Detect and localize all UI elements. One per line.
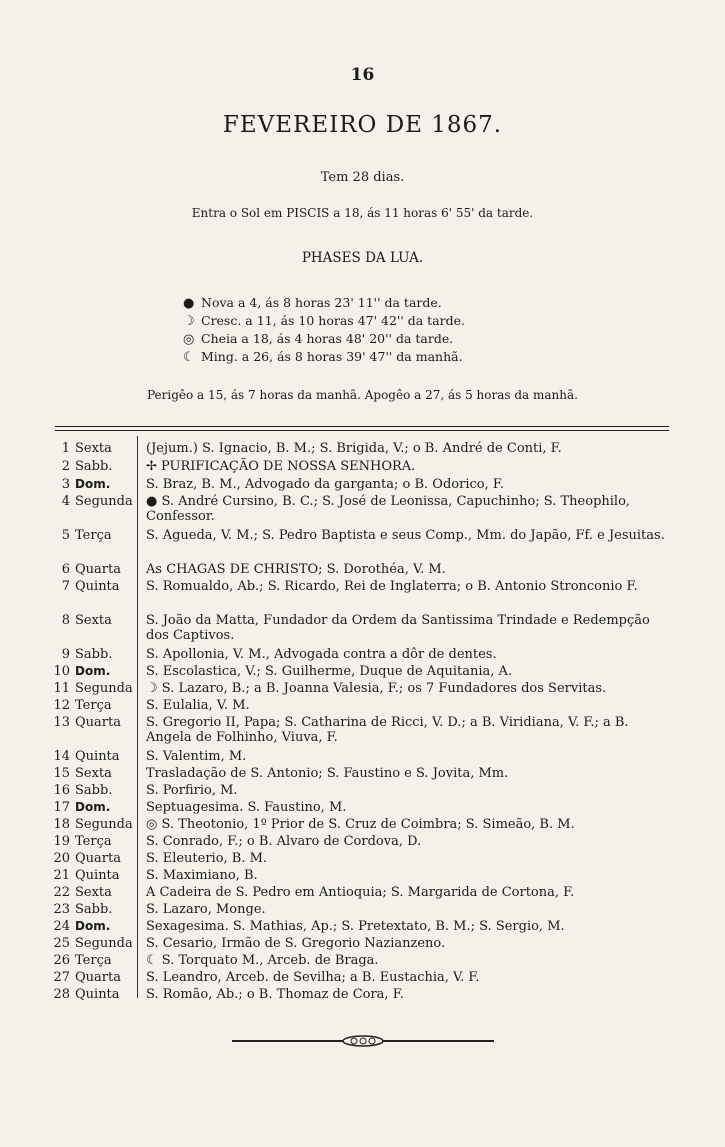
weekday: Quarta	[75, 715, 121, 730]
weekday: Quarta	[75, 562, 121, 577]
weekday: Dom.	[75, 800, 111, 814]
last-quarter-icon: ☾	[183, 350, 195, 365]
page-number: 16	[350, 65, 375, 85]
saints-entry: S. Conrado, F.; o B. Alvaro de Cordova, D.	[146, 834, 422, 849]
day-number: 1	[61, 441, 70, 456]
day-number: 5	[61, 528, 70, 543]
saints-entry: S. Eulalia, V. M.	[146, 698, 250, 713]
phases-heading: PHASES DA LUA.	[301, 250, 424, 266]
day-number: 7	[61, 579, 70, 594]
first-quarter-icon: ☽	[183, 314, 195, 329]
weekday: Sexta	[75, 766, 112, 781]
weekday: Sexta	[75, 441, 112, 456]
days-count: Tem 28 dias.	[320, 170, 405, 185]
saints-entry: ☾ S. Torquato M., Arceb. de Braga.	[146, 953, 379, 968]
weekday: Segunda	[75, 681, 133, 696]
saints-entry: ☽ S. Lazaro, B.; a B. Joanna Valesia, F.; os 7 Fundadores dos Servitas.	[146, 681, 607, 696]
day-number: 21	[53, 868, 70, 883]
saints-entry: S. Porfirio, M.	[146, 783, 238, 798]
saints-entry: ✢ PURIFICAÇÃO DE NOSSA SENHORA.	[146, 459, 416, 474]
weekday: Sabb.	[75, 459, 113, 474]
day-number: 10	[53, 664, 70, 679]
weekday: Segunda	[75, 494, 133, 509]
saints-entry: S. João da Matta, Fundador da Ordem da Santissima Trindade e Redempção dos Captivos.	[146, 613, 650, 643]
page-title: FEVEREIRO DE 1867.	[222, 112, 503, 138]
day-number: 17	[53, 800, 70, 815]
day-number: 9	[61, 647, 70, 662]
day-number: 3	[61, 477, 70, 492]
weekday: Sabb.	[75, 902, 113, 917]
phase-last-quarter: ☾ Ming. a 26, ás 8 horas 39' 47'' da manhã.	[183, 349, 463, 365]
table-row	[48, 528, 673, 560]
table-row	[48, 613, 673, 645]
weekday: Sabb.	[75, 647, 113, 662]
ornament-divider	[232, 1034, 494, 1048]
weekday: Dom.	[75, 477, 111, 491]
day-number: 16	[53, 783, 70, 798]
saints-entry: ◎ S. Theotonio, 1º Prior de S. Cruz de Coimbra; S. Simeão, B. M.	[146, 817, 575, 832]
table-row	[48, 494, 673, 526]
day-number: 25	[53, 936, 70, 951]
new-moon-icon: ●	[183, 296, 195, 311]
saints-entry: S. Valentim, M.	[146, 749, 247, 764]
weekday: Quinta	[75, 868, 120, 883]
perigee-apogee: Perigêo a 15, ás 7 horas da manhã. Apogêo a 27, ás 5 horas da manhã.	[147, 388, 578, 402]
phase-new: ● Nova a 4, ás 8 horas 23' 11'' da tarde.	[183, 295, 442, 311]
weekday: Sexta	[75, 613, 112, 628]
day-number: 22	[53, 885, 70, 900]
day-number: 15	[53, 766, 70, 781]
saints-entry: S. Eleuterio, B. M.	[146, 851, 268, 866]
saints-entry: S. Lazaro, Monge.	[146, 902, 266, 917]
weekday: Dom.	[75, 664, 111, 678]
weekday: Quinta	[75, 749, 120, 764]
saints-entry: Sexagesima. S. Mathias, Ap.; S. Pretextato, B. M.; S. Sergio, M.	[146, 919, 565, 934]
day-number: 20	[53, 851, 70, 866]
day-number: 26	[53, 953, 70, 968]
saints-entry: Trasladação de S. Antonio; S. Faustino e S. Jovita, Mm.	[146, 766, 509, 781]
weekday: Quinta	[75, 579, 120, 594]
saints-entry: S. Leandro, Arceb. de Sevilha; a B. Eustachia, V. F.	[146, 970, 480, 985]
day-number: 6	[61, 562, 70, 577]
saints-entry: Septuagesima. S. Faustino, M.	[146, 800, 347, 815]
weekday: Sabb.	[75, 783, 113, 798]
weekday: Terça	[75, 698, 112, 713]
weekday: Terça	[75, 953, 112, 968]
day-number: 12	[53, 698, 70, 713]
divider-top-2	[55, 430, 669, 431]
divider-top	[55, 426, 669, 427]
saints-entry: S. Apollonia, V. M., Advogada contra a dôr de dentes.	[146, 647, 497, 662]
day-number: 24	[53, 919, 70, 934]
weekday: Terça	[75, 528, 112, 543]
saints-entry: S. Gregorio II, Papa; S. Catharina de Ricci, V. D.; a B. Viridiana, V. F.; a B. Angela de Folhinho, Viuva, F.	[146, 715, 629, 745]
sun-entry: Entra o Sol em PISCIS a 18, ás 11 horas 6' 55' da tarde.	[191, 206, 534, 220]
saints-entry: As CHAGAS DE CHRISTO; S. Dorothéa, V. M.	[146, 562, 446, 577]
saints-entry: S. Escolastica, V.; S. Guilherme, Duque de Aquitania, A.	[146, 664, 513, 679]
day-number: 2	[61, 459, 70, 474]
day-number: 18	[53, 817, 70, 832]
saints-entry: (Jejum.) S. Ignacio, B. M.; S. Brigida, V.; o B. André de Conti, F.	[146, 441, 562, 456]
day-number: 19	[53, 834, 70, 849]
saints-entry: S. Agueda, V. M.; S. Pedro Baptista e seus Comp., Mm. do Japão, Ff. e Jesuitas.	[146, 528, 665, 543]
saints-entry: S. Cesario, Irmão de S. Gregorio Nazianzeno.	[146, 936, 446, 951]
saints-entry: ● S. André Cursino, B. C.; S. José de Leonissa, Capuchinho; S. Theophilo, Confessor.	[146, 494, 631, 524]
day-number: 4	[61, 494, 70, 509]
full-moon-icon: ◎	[183, 332, 195, 347]
saints-entry: S. Braz, B. M., Advogado da garganta; o B. Odorico, F.	[146, 477, 504, 492]
weekday: Quarta	[75, 970, 121, 985]
day-number: 27	[53, 970, 70, 985]
weekday: Dom.	[75, 919, 111, 933]
weekday: Segunda	[75, 817, 133, 832]
phase-full: ◎ Cheia a 18, ás 4 horas 48' 20'' da tarde.	[183, 331, 454, 347]
day-number: 28	[53, 987, 70, 1002]
day-number: 14	[53, 749, 70, 764]
saints-entry: S. Romão, Ab.; o B. Thomaz de Cora, F.	[146, 987, 404, 1002]
table-row	[48, 579, 673, 611]
weekday: Quarta	[75, 851, 121, 866]
saints-entry: S. Romualdo, Ab.; S. Ricardo, Rei de Inglaterra; o B. Antonio Stronconio F.	[146, 579, 638, 594]
weekday: Quinta	[75, 987, 120, 1002]
day-number: 23	[53, 902, 70, 917]
phase-first-quarter: ☽ Cresc. a 11, ás 10 horas 47' 42'' da tarde.	[183, 313, 466, 329]
day-number: 11	[53, 681, 70, 696]
table-row	[48, 715, 673, 747]
saints-entry: S. Maximiano, B.	[146, 868, 258, 883]
saints-entry: A Cadeira de S. Pedro em Antioquia; S. Margarida de Cortona, F.	[146, 885, 575, 900]
day-number: 8	[61, 613, 70, 628]
weekday: Sexta	[75, 885, 112, 900]
weekday: Segunda	[75, 936, 133, 951]
weekday: Terça	[75, 834, 112, 849]
day-number: 13	[53, 715, 70, 730]
